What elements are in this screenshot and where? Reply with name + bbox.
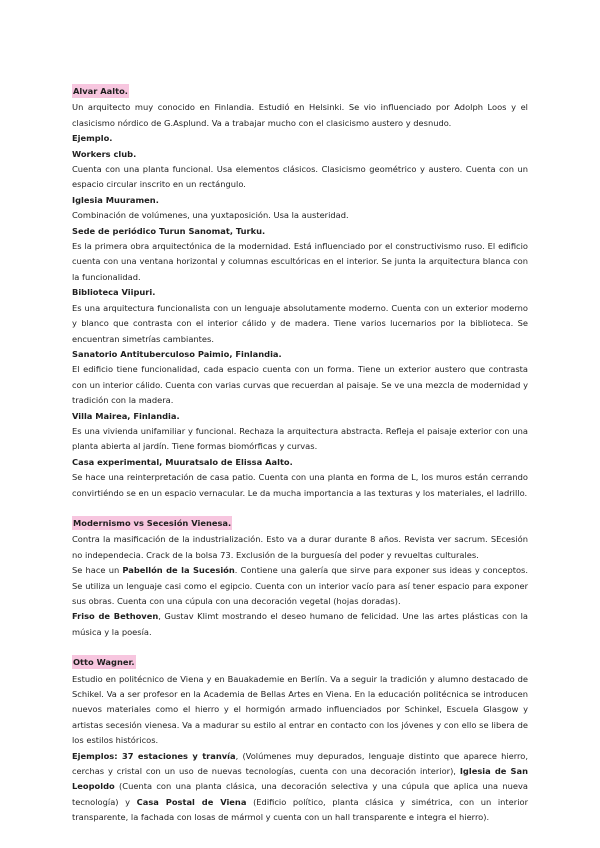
text-run: . Contiene una galería que sirve para exponer sus ideas y conceptos. Se utiliza un lenguaje casi como el egipcio. Cuenta con un interior vacío para así tener espacio para exponer sus obras. Cuenta con una cúpula con una decoración vegetal (hojas doradas). (72, 565, 529, 606)
work-description: Es una arquitectura funcionalista con un lenguaje absolutamente moderno. Cuenta con un exterior moderno y blanco que contrasta con el interior cálido y de madera. Tiene varios lucernarios por la biblioteca. Se encuentran simetrías cambiantes. (72, 302, 528, 344)
section-heading: Modernismo vs Secesión Vienesa. (73, 517, 232, 528)
work-description: Es la primera obra arquitectónica de la modernidad. Está influenciado por el constructivismo ruso. El edificio cuenta con una ventana horizontal y columnas escultóricas en el interior. Se junta la arquitectura blanca con la funcionalidad. (72, 241, 528, 282)
bold-term: Friso de Bethoven (72, 611, 159, 622)
paragraph: Contra la masificación de la industrialización. Esto va a durar durante 8 años. Revista ver sacrum. SEcesión no independecia. Crack de la bolsa 73. Exclusión de la burguesía del poder y revueltas culturales. (72, 534, 528, 560)
text-run: (Cuenta con una planta clásica, una decoración selectiva y una cúpula que aplica una nueva tecnología) y (72, 781, 528, 807)
work-title: Workers club. (72, 148, 137, 159)
work-title: Casa experimental, Muuratsalo de Elissa Aalto. (72, 456, 293, 467)
text-run: Se hace un (72, 565, 123, 576)
work-title: Biblioteca Viipuri. (72, 287, 156, 298)
section-heading: Otto Wagner. (73, 657, 135, 668)
section-heading: Alvar Aalto. (73, 86, 128, 96)
work-description: Cuenta con una planta funcional. Usa elementos clásicos. Clasicismo geométrico y austero. Cuenta con un espacio circular inscrito en un rectángulo. (72, 164, 528, 190)
bold-term: Ejemplos: 37 estaciones y tranvía (72, 750, 236, 761)
text-run: (Edificio político, planta clásica y simétrica, con un interior transparente, la fachada con losas de mármol y cuenta con un hall transparente e integra el hierro). (72, 796, 528, 823)
paragraph (72, 749, 528, 826)
text-run: , Gustav Klimt mostrando el deseo humano de felicidad. Une las artes plásticas con la música y la poesía. (72, 611, 528, 637)
work-description: Combinación de volúmenes, una yuxtaposición. Usa la austeridad. (72, 210, 349, 221)
subheading: Ejemplo. (72, 133, 113, 144)
document-content (72, 84, 528, 826)
bold-term: Iglesia de San Leopoldo (72, 766, 528, 792)
paragraph: Estudio en politécnico de Viena y en Bauakademie en Berlín. Va a seguir la tradición y alumno destacado de Schikel. Va a ser profesor en la Academia de Bellas Artes en Viena. En la educación politécnica se introducen nuevos materiales como el hierro y el hormigón armado influenciados por Schinkel, Escuela Glasgow y artistas secesión vienesa. Va a madurar su estilo al entrar en contacto con los jóvenes y con ello se libera de los estilos históricos. (72, 673, 528, 746)
work-description: Es una vivienda unifamiliar y funcional. Rechaza la arquitectura abstracta. Refleja el paisaje exterior con una planta abierta al jardín. Tiene formas biomórficas y curvas. (72, 425, 528, 452)
bold-term: Casa Postal de Viena (136, 796, 247, 807)
section-alvar-aalto (72, 84, 528, 501)
section-secesion-vienesa (72, 516, 528, 640)
bold-term: Pabellón de la Sucesión (122, 565, 235, 576)
work-title: Sede de periódico Turun Sanomat, Turku. (72, 225, 266, 236)
paragraph: Un arquitecto muy conocido en Finlandia. Estudió en Helsinki. Se vio influenciado por Adolph Loos y el clasicismo nórdico de G.Asplund. Va a trabajar mucho con el clasicismo austero y desnudo. (72, 102, 528, 128)
paragraph (72, 563, 528, 609)
work-title: Villa Mairea, Finlandia. (72, 410, 180, 421)
text-run: , (Volúmenes muy depurados, lenguaje distinto que aparece hierro, cerchas y cristal con un uso de nuevas tecnologías, cuenta con una decoración interior), (72, 750, 528, 777)
section-otto-wagner (72, 655, 528, 825)
work-title: Sanatorio Antituberculoso Paimio, Finlandia. (72, 348, 282, 359)
work-title: Iglesia Muuramen. (72, 194, 159, 205)
work-description: El edificio tiene funcionalidad, cada espacio cuenta con un forma. Tiene un exterior austero que contrasta con un interior cálido. Cuenta con varias curvas que recuerdan al paisaje. Se ve una mezcla de modernidad y tradición con la madera. (72, 364, 528, 406)
work-description: Se hace una reinterpretación de casa patio. Cuenta con una planta en forma de L, los muros están cerrando convirtiéndo se en un espacio vernacular. Le da mucha importancia a las texturas y los materiales, el ladrillo. (72, 472, 528, 498)
paragraph (72, 609, 528, 640)
